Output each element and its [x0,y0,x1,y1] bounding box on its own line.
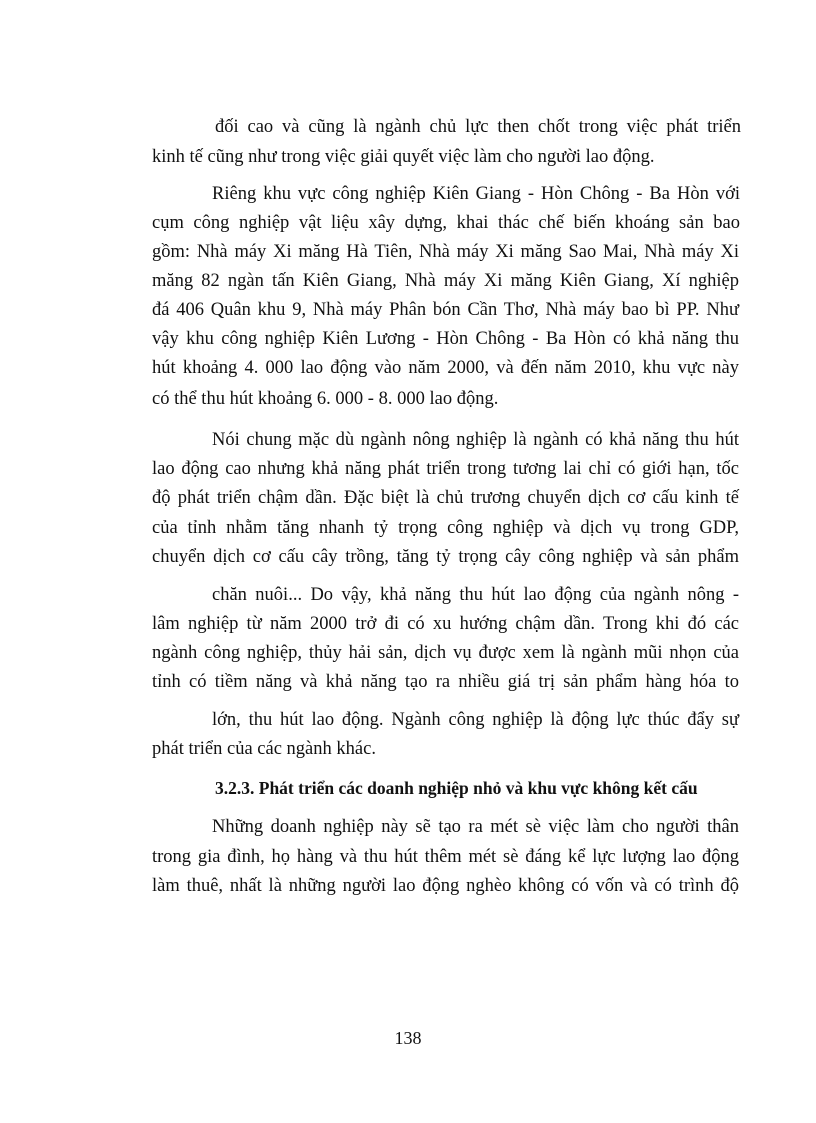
page-number: 138 [394,1028,422,1048]
text-line: đối cao và cũng là ngành chủ lực then chốt trong việc phát triển [215,117,741,137]
text-line: độ phát triển chậm dần. Đặc biệt là chủ trương chuyển dịch cơ cấu kinh tế [152,488,739,508]
text-line: có thể thu hút khoảng 6. 000 - 8. 000 lao động. [152,389,499,409]
text-line: phát triển của các ngành khác. [152,739,376,759]
text-line: Nói chung mặc dù ngành nông nghiệp là ngành có khả năng thu hút [212,430,739,450]
text-line: vậy khu công nghiệp Kiên Lương - Hòn Chông - Ba Hòn có khả năng thu [152,329,739,349]
text-line: chuyển dịch cơ cấu cây trồng, tăng tỷ trọng cây công nghiệp và sản phẩm [152,547,739,567]
text-line: ngành công nghiệp, thủy hải sản, dịch vụ được xem là ngành mũi nhọn của [152,643,739,663]
text-line: làm thuê, nhất là những người lao động nghèo không có vốn và có trình độ [152,876,739,896]
text-line: lao động cao nhưng khả năng phát triển trong tương lai chỉ có giới hạn, tốc [152,459,739,479]
text-line: lâm nghiệp từ năm 2000 trở đi có xu hướng chậm dần. Trong khi đó các [152,614,739,634]
text-line: tỉnh có tiềm năng và khả năng tạo ra nhiều giá trị sản phẩm hàng hóa to [152,672,739,692]
text-line: cụm công nghiệp vật liệu xây dựng, khai thác chế biến khoáng sản bao [152,213,740,233]
text-line: kinh tế cũng như trong việc giải quyết việc làm cho người lao động. [152,147,655,167]
text-line: đá 406 Quân khu 9, Nhà máy Phân bón Cần Thơ, Nhà máy bao bì PP. Như [152,300,739,320]
text-line: trong gia đình, họ hàng và thu hút thêm mét sè đáng kể lực lượng lao động [152,847,739,867]
text-line: gồm: Nhà máy Xi măng Hà Tiên, Nhà máy Xi măng Sao Mai, Nhà máy Xi [152,242,739,262]
text-line: Những doanh nghiệp này sẽ tạo ra mét sè việc làm cho người thân [212,817,739,837]
text-line: măng 82 ngàn tấn Kiên Giang, Nhà máy Xi măng Kiên Giang, Xí nghiệp [152,271,739,291]
text-line: lớn, thu hút lao động. Ngành công nghiệp là động lực thúc đẩy sự [212,710,739,730]
section-heading: 3.2.3. Phát triển các doanh nghiệp nhỏ và khu vực không kết cấu [215,778,698,798]
text-line: của tỉnh nhằm tăng nhanh tỷ trọng công nghiệp và dịch vụ trong GDP, [152,518,739,538]
text-line: chăn nuôi... Do vậy, khả năng thu hút lao động của ngành nông - [212,585,739,605]
text-line: Riêng khu vực công nghiệp Kiên Giang - Hòn Chông - Ba Hòn với [212,184,740,204]
text-line: hút khoảng 4. 000 lao động vào năm 2000, và đến năm 2010, khu vực này [152,358,739,378]
